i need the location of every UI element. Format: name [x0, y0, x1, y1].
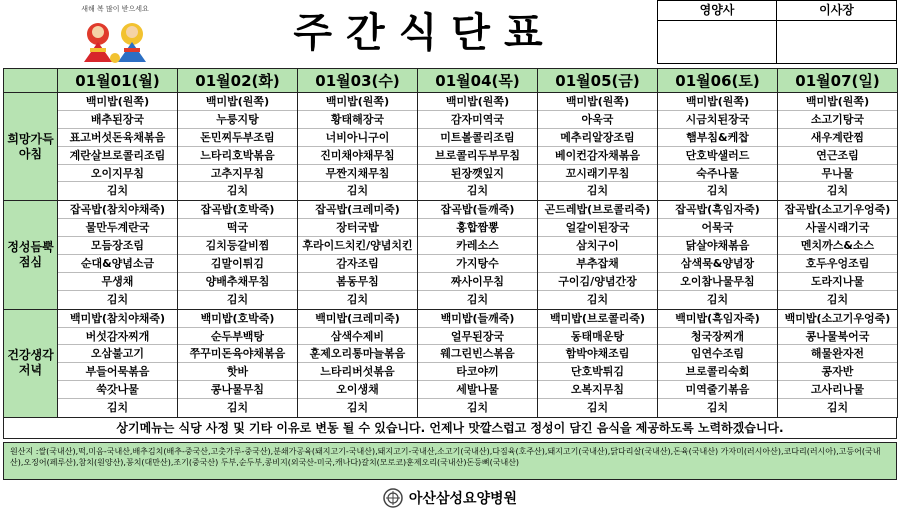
menu-item: 김말이튀김 [178, 255, 297, 273]
weekly-menu-table [3, 68, 898, 418]
menu-item: 단호박튀김 [538, 363, 657, 381]
menu-item: 멘치까스&소스 [778, 237, 897, 255]
menu-item: 감자조림 [298, 255, 417, 273]
sign-box-director [777, 21, 896, 63]
menu-item: 김치 [586, 401, 609, 415]
menu-item: 곤드레밥(브로콜리죽) [538, 201, 657, 219]
menu-item: 백미밥(원쪽) [178, 93, 297, 111]
menu-item: 브로콜리숙회 [658, 363, 777, 381]
menu-item: 장터국밥 [298, 219, 417, 237]
sign-box-nutritionist [658, 21, 777, 63]
menu-item: 양배추채무침 [178, 273, 297, 291]
menu-item: 삼색수제비 [298, 328, 417, 346]
menu-item: 도라지나물 [778, 273, 897, 291]
menu-item: 잡곡밥(크레미죽) [298, 201, 417, 219]
menu-item: 백미밥(원쪽) [538, 93, 657, 111]
menu-item: 오이지무침 [58, 165, 177, 183]
menu-item: 단호박샐러드 [658, 147, 777, 165]
day-header: 01월02(화) [178, 69, 298, 93]
menu-item: 김치 [106, 401, 129, 415]
day-header: 01월03(수) [298, 69, 418, 93]
day-menu-cell [58, 309, 178, 417]
day-menu-cell [58, 93, 178, 201]
day-menu-cell [658, 93, 778, 201]
day-menu-cell [778, 201, 898, 309]
menu-item: 무짠지채무침 [298, 165, 417, 183]
menu-item: 잡곡밥(흑임자죽) [658, 201, 777, 219]
menu-item: 임연수조림 [658, 345, 777, 363]
menu-item: 햄부침&케찹 [658, 129, 777, 147]
menu-item: 떡국 [178, 219, 297, 237]
menu-item: 돈민찌두부조림 [178, 129, 297, 147]
menu-item: 김치 [466, 401, 489, 415]
menu-item: 후라이드치킨/양념치킨 [298, 237, 417, 255]
menu-item: 동태매운탕 [538, 328, 657, 346]
menu-item: 타코야끼 [418, 363, 537, 381]
menu-item: 백미밥(크레미죽) [298, 310, 417, 328]
menu-item: 쭈꾸미돈육야채볶음 [178, 345, 297, 363]
menu-item: 느타리호박볶음 [178, 147, 297, 165]
menu-item: 김치 [706, 184, 729, 198]
day-menu-cell [538, 93, 658, 201]
day-menu-cell [178, 93, 298, 201]
corner-cell [4, 69, 58, 93]
menu-item: 사골시래기국 [778, 219, 897, 237]
day-menu-cell [658, 201, 778, 309]
day-menu-cell [658, 309, 778, 417]
menu-item: 구이김/양념간장 [538, 273, 657, 291]
day-menu-cell [298, 201, 418, 309]
menu-item: 표고버섯돈육채볶음 [58, 129, 177, 147]
menu-item: 훈제오리통마늘볶음 [298, 345, 417, 363]
day-header: 01월04(목) [418, 69, 538, 93]
menu-item: 잡곡밥(들깨죽) [418, 201, 537, 219]
menu-item: 순두부백탕 [178, 328, 297, 346]
menu-item: 김치 [226, 401, 249, 415]
footer [330, 486, 570, 510]
menu-item: 백미밥(흑임자죽) [658, 310, 777, 328]
menu-item: 청국장찌개 [658, 328, 777, 346]
menu-body [4, 93, 898, 418]
menu-item: 감자미역국 [418, 111, 537, 129]
menu-item: 무나물 [778, 165, 897, 183]
menu-item: 김치 [346, 401, 369, 415]
day-menu-cell [418, 93, 538, 201]
menu-item: 백미밥(소고기우엉죽) [778, 310, 897, 328]
menu-item: 콩자반 [778, 363, 897, 381]
menu-item: 삼치구이 [538, 237, 657, 255]
menu-item: 오삼불고기 [58, 345, 177, 363]
approval-sign-table [657, 0, 897, 64]
menu-item: 모듬장조림 [58, 237, 177, 255]
day-header: 01월07(일) [778, 69, 898, 93]
menu-item: 백미밥(원쪽) [418, 93, 537, 111]
menu-item: 호두우엉조림 [778, 255, 897, 273]
day-header: 01월01(월) [58, 69, 178, 93]
meal-label: 희망가득 아침 [4, 93, 58, 201]
menu-item: 얼무된장국 [418, 328, 537, 346]
menu-item: 꼬시래기무침 [538, 165, 657, 183]
menu-item: 김치 [466, 184, 489, 198]
hospital-name: 아산삼성요양병원 [408, 491, 518, 507]
menu-item: 오이참나물무침 [658, 273, 777, 291]
sign-label-nutritionist: 영양사 [658, 1, 777, 21]
menu-item: 잡곡밥(호박죽) [178, 201, 297, 219]
menu-item: 김치 [586, 292, 609, 306]
menu-item: 카레소스 [418, 237, 537, 255]
day-header: 01월06(토) [658, 69, 778, 93]
hospital-emblem-icon [383, 488, 403, 508]
menu-item: 새우계란찜 [778, 129, 897, 147]
menu-item: 미트볼콜리조림 [418, 129, 537, 147]
day-header: 01월05(금) [538, 69, 658, 93]
menu-item: 숙주나물 [658, 165, 777, 183]
menu-item: 세발나물 [418, 381, 537, 399]
logo-caption: 새해 복 많이 받으세요 [81, 5, 149, 13]
menu-item: 콩나물무침 [178, 381, 297, 399]
meal-label: 건강생각 저녁 [4, 309, 58, 417]
day-menu-cell [178, 309, 298, 417]
menu-item: 백미밥(원쪽) [778, 93, 897, 111]
menu-item: 시금치된장국 [658, 111, 777, 129]
menu-item: 김치 [706, 401, 729, 415]
meal-row [4, 93, 898, 201]
menu-item: 김치 [226, 184, 249, 198]
menu-item: 김치 [826, 292, 849, 306]
menu-item: 오이생채 [298, 381, 417, 399]
menu-item: 무생채 [58, 273, 177, 291]
menu-item: 잡곡밥(소고기우엉죽) [778, 201, 897, 219]
meal-row [4, 201, 898, 309]
menu-item: 함박야채조림 [538, 345, 657, 363]
header [0, 0, 900, 66]
menu-item: 연근조림 [778, 147, 897, 165]
day-menu-cell [778, 93, 898, 201]
menu-item: 버섯감자찌개 [58, 328, 177, 346]
menu-item: 짜사이무침 [418, 273, 537, 291]
menu-item: 가지탕수 [418, 255, 537, 273]
menu-item: 아욱국 [538, 111, 657, 129]
menu-item: 삼색묵&양념장 [658, 255, 777, 273]
menu-item: 핫바 [178, 363, 297, 381]
menu-item: 소고기탕국 [778, 111, 897, 129]
day-menu-cell [58, 201, 178, 309]
menu-item: 메추리알장조림 [538, 129, 657, 147]
menu-item: 김치 [226, 292, 249, 306]
menu-item: 물만두계란국 [58, 219, 177, 237]
menu-item: 브로콜리두부무침 [418, 147, 537, 165]
menu-item: 느타리버섯볶음 [298, 363, 417, 381]
menu-item: 부추잡채 [538, 255, 657, 273]
sign-label-director: 이사장 [777, 1, 896, 21]
menu-item: 배추된장국 [58, 111, 177, 129]
menu-item: 얼갈이된장국 [538, 219, 657, 237]
menu-item: 김치 [466, 292, 489, 306]
menu-item: 잡곡밥(참치야채죽) [58, 201, 177, 219]
menu-item: 웨그린빈스볶음 [418, 345, 537, 363]
menu-item: 고사리나물 [778, 381, 897, 399]
menu-item: 김치 [826, 184, 849, 198]
change-notice: 상기메뉴는 식당 사정 및 기타 이유로 변동 될 수 있습니다. 언제나 맛깔스럽고 정성이 담긴 음식을 제공하도록 노력하겠습니다. [3, 417, 897, 439]
menu-item: 순대&양념소금 [58, 255, 177, 273]
day-menu-cell [538, 201, 658, 309]
menu-item: 된장깻잎지 [418, 165, 537, 183]
day-menu-cell [538, 309, 658, 417]
new-year-logo [48, 2, 182, 64]
day-menu-cell [778, 309, 898, 417]
menu-item: 콩나물북어국 [778, 328, 897, 346]
menu-item: 진미채야채무침 [298, 147, 417, 165]
menu-item: 백미밥(원쪽) [58, 93, 177, 111]
menu-item: 김치등갈비찜 [178, 237, 297, 255]
day-menu-cell [418, 201, 538, 309]
menu-item: 미역줄기볶음 [658, 381, 777, 399]
menu-item: 백미밥(호박죽) [178, 310, 297, 328]
menu-item: 쑥갓나물 [58, 381, 177, 399]
origin-info: 원산지 :쌀(국내산),떡,미음-국내산,배추김치(배추-중국산,고춧가루-중국산),분쇄가공육(돼지고기-국내산),돼지고기-국내산,소고기(국내산),다짐육(호주산),돼지고기(국내산),닭다리살(국내산),돈육(국내산) 가자미(러시아산),코다리(러시아),고등어(국내산),오징어(페루산),참치(원양산),꽁치(대만산),조기(중국산) 두부,순두부,콩비지(외국산-미국,캐나다)갈치(모로코)훈제오리(국내산)돈등뼈(국내산) [3, 442, 897, 480]
meal-row [4, 309, 898, 417]
menu-item: 황태해장국 [298, 111, 417, 129]
new-year-characters-icon [76, 14, 154, 64]
menu-item: 김치 [706, 292, 729, 306]
menu-item: 고추지무침 [178, 165, 297, 183]
menu-item: 베이컨감자채볶음 [538, 147, 657, 165]
menu-item: 닭살야채볶음 [658, 237, 777, 255]
menu-item: 백미밥(원쪽) [658, 93, 777, 111]
menu-item: 김치 [346, 292, 369, 306]
menu-item: 백미밥(원쪽) [298, 93, 417, 111]
menu-item: 백미밥(들깨죽) [418, 310, 537, 328]
menu-item: 누룽지탕 [178, 111, 297, 129]
menu-item: 김치 [586, 184, 609, 198]
menu-item: 해물완자전 [778, 345, 897, 363]
page-title: 주간식단표 [293, 10, 557, 56]
menu-item: 어묵국 [658, 219, 777, 237]
menu-item: 너비아니구이 [298, 129, 417, 147]
day-menu-cell [298, 93, 418, 201]
menu-item: 홍합짬뽕 [418, 219, 537, 237]
menu-item: 백미밥(참치야채죽) [58, 310, 177, 328]
menu-item: 김치 [106, 292, 129, 306]
meal-label: 정성듬뿍 점심 [4, 201, 58, 309]
menu-item: 부들어묵볶음 [58, 363, 177, 381]
menu-item: 김치 [826, 401, 849, 415]
day-header-row [4, 69, 898, 93]
day-menu-cell [298, 309, 418, 417]
menu-item: 봄동무침 [298, 273, 417, 291]
menu-item: 김치 [346, 184, 369, 198]
menu-item: 오복지무침 [538, 381, 657, 399]
menu-item: 김치 [106, 184, 129, 198]
day-menu-cell [418, 309, 538, 417]
day-menu-cell [178, 201, 298, 309]
menu-item: 계란살브로콜리조림 [58, 147, 177, 165]
menu-item: 백미밥(브로콜리죽) [538, 310, 657, 328]
